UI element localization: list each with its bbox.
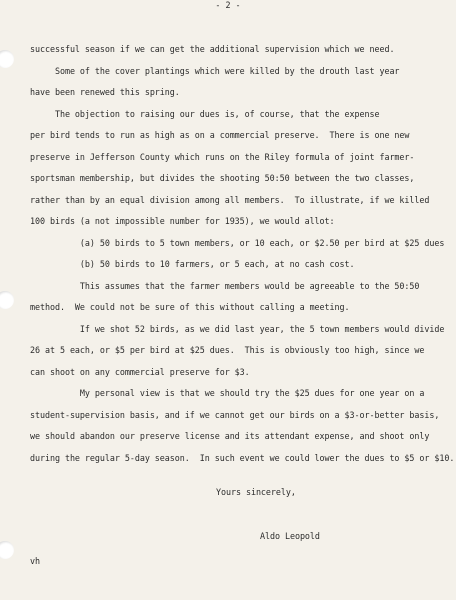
punch-hole [0, 50, 14, 68]
body-line: method. We could not be sure of this without calling a meeting. [30, 302, 350, 312]
body-line: 100 birds (a not impossible number for 1935), we would allot: [30, 216, 335, 226]
signature-name: Aldo Leopold [260, 531, 320, 541]
body-line: successful season if we can get the additional supervision which we need. [30, 44, 395, 54]
body-line: during the regular 5-day season. In such event we could lower the dues to $5 or $10. [30, 453, 455, 463]
body-line: My personal view is that we should try the $25 dues for one year on a [30, 388, 425, 398]
body-line: can shoot on any commercial preserve for $3. [30, 367, 250, 377]
body-line: If we shot 52 birds, as we did last year, the 5 town members would divide [30, 324, 445, 334]
body-line: The objection to raising our dues is, of course, that the expense [30, 109, 380, 119]
typist-initials: vh [30, 556, 40, 566]
body-line: per bird tends to run as high as on a commercial preserve. There is one new [30, 130, 410, 140]
body-line: student-supervision basis, and if we cannot get our birds on a $3-or-better basis, [30, 410, 440, 420]
body-line: have been renewed this spring. [30, 87, 180, 97]
body-line: (a) 50 birds to 5 town members, or 10 each, or $2.50 per bird at $25 dues [30, 238, 445, 248]
body-line: sportsman membership, but divides the shooting 50:50 between the two classes, [30, 173, 415, 183]
body-line: we should abandon our preserve license and its attendant expense, and shoot only [30, 431, 430, 441]
page-number: - 2 - [215, 0, 241, 10]
punch-hole [0, 541, 14, 559]
body-line: (b) 50 birds to 10 farmers, or 5 each, at no cash cost. [30, 259, 355, 269]
body-line: preserve in Jefferson County which runs on the Riley formula of joint farmer- [30, 152, 415, 162]
body-line: This assumes that the farmer members would be agreeable to the 50:50 [30, 281, 420, 291]
body-line: rather than by an equal division among all members. To illustrate, if we killed [30, 195, 430, 205]
closing: Yours sincerely, [216, 487, 296, 497]
body-line: Some of the cover plantings which were killed by the drouth last year [30, 66, 400, 76]
punch-hole [0, 291, 14, 309]
body-line: 26 at 5 each, or $5 per bird at $25 dues. This is obviously too high, since we [30, 345, 425, 355]
